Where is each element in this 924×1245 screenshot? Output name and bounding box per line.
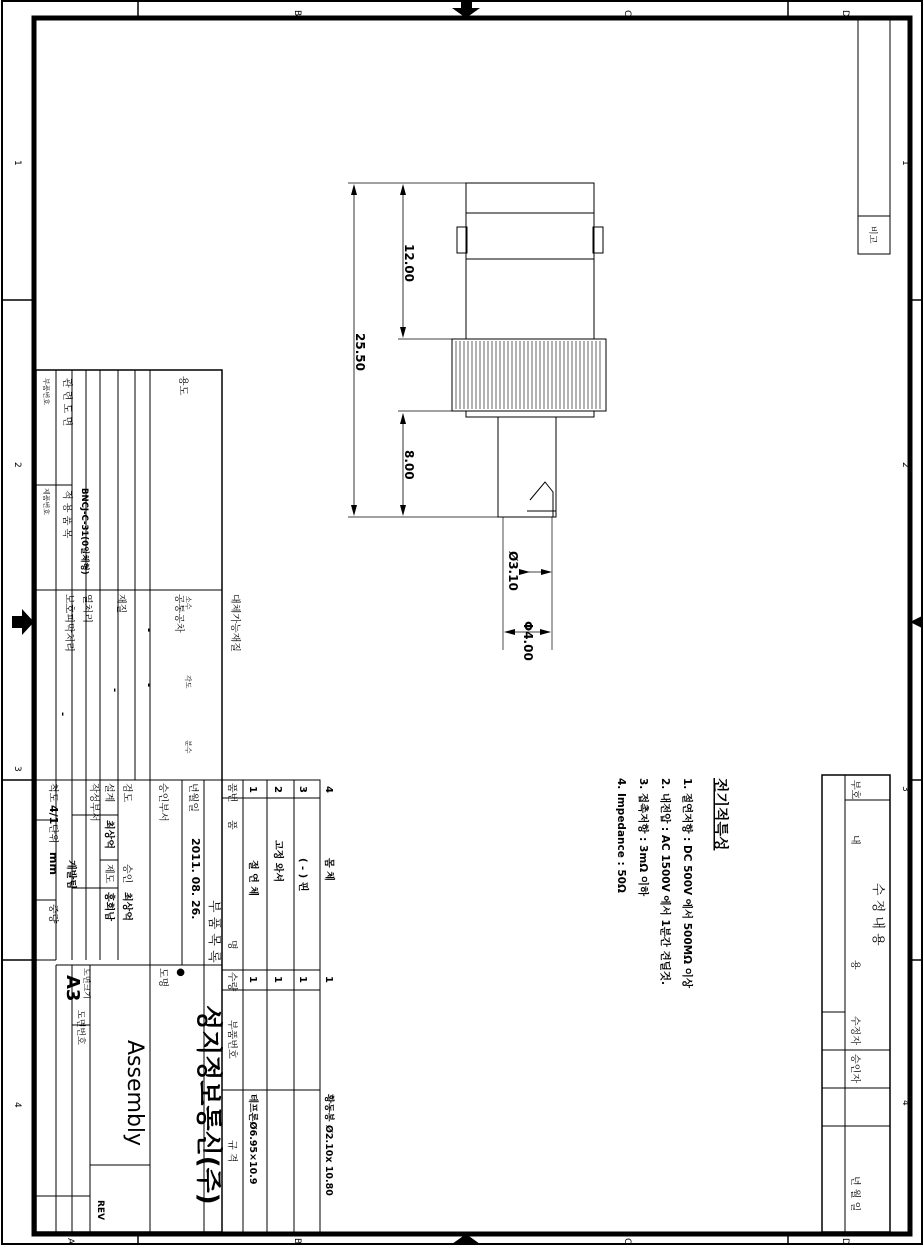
parts-h-name-2: 명 xyxy=(226,940,237,950)
knurl-pattern xyxy=(456,341,600,409)
note-2: 2. 내전압 : AC 1500V 에서 1분간 견딜것. xyxy=(659,778,671,985)
tb-weight-label: 중량 xyxy=(47,904,58,924)
tb-product-no-label: 제품번호 xyxy=(42,488,50,516)
parts-row-2-no: 2 xyxy=(272,786,283,793)
zone-top-d: D xyxy=(840,10,850,17)
tb-author-dept-label: 작성부서 xyxy=(88,783,99,822)
parts-h-spec: 규 격 xyxy=(226,1140,237,1163)
parts-row-1-qty: 1 xyxy=(247,976,258,983)
note-4: 4. Impedance : 50Ω xyxy=(615,778,627,893)
tb-surface: - xyxy=(57,712,68,717)
tb-design-label: 설계 xyxy=(103,783,114,803)
remarks-corner xyxy=(858,20,890,254)
revision-title: 수 정 내 용 xyxy=(870,883,885,946)
tb-material-label: 재질 xyxy=(115,594,126,614)
parts-row-4-qty: 1 xyxy=(323,976,334,983)
tb-company: 성지정보통신(주) xyxy=(193,1005,223,1205)
parts-row-4-spec: 황동봉 Ø2.10x 10.80 xyxy=(323,1094,334,1196)
tb-approve-dept-label: 승인부서 xyxy=(157,783,168,822)
tb-tol-angle: - xyxy=(143,683,154,688)
tb-designer: 최상억 xyxy=(103,820,114,849)
tb-applied-value: BNCJ-C-31(0일체형) xyxy=(79,488,89,575)
tb-tol-label: 공통공차 xyxy=(173,594,184,633)
zone-left-1: 1 xyxy=(12,160,22,166)
tb-part-no-label: 부품번호 xyxy=(42,378,50,406)
tb-surface-label: 보호피막처리 xyxy=(63,594,74,652)
parts-group-label: 부 품 목 록 xyxy=(206,900,221,963)
center-arrow-top xyxy=(452,1,480,18)
parts-row-3-no: 3 xyxy=(297,786,308,793)
body-bayonet-segment xyxy=(466,213,594,259)
tb-approver: 최상억 xyxy=(121,892,132,921)
remarks-label: 비고 xyxy=(867,226,877,244)
parts-row-4-no: 4 xyxy=(323,786,334,793)
parts-row-1-no: 1 xyxy=(247,786,258,793)
dim-pin-dia: Ø3.10 xyxy=(506,551,520,591)
tb-related-label: 관 련 도 면 xyxy=(61,378,72,427)
tb-tol-decimal: - xyxy=(143,628,154,633)
parts-h-name-1: 품 xyxy=(226,820,237,830)
parts-h-partno: 부품번호 xyxy=(226,1020,237,1059)
rev-h-reviser: 수정자 xyxy=(849,1016,860,1045)
rev-h-approver: 승인자 xyxy=(849,1054,860,1083)
tb-drawing-name-label: 도명 xyxy=(157,968,168,988)
tb-drawing-no-label: 도면번호 xyxy=(75,1010,85,1045)
parts-row-3-name: ( - ) 핀 xyxy=(297,858,308,892)
revision-table xyxy=(822,775,890,1232)
zone-left-4: 4 xyxy=(12,1102,22,1108)
zone-left-2: 2 xyxy=(12,462,22,468)
rev-h-content-2: 용 xyxy=(849,960,860,970)
parts-row-3-qty: 1 xyxy=(297,976,308,983)
zone-bottom-b: B xyxy=(292,1238,302,1245)
zone-top-c: C xyxy=(622,10,632,17)
parts-row-1-spec: 테프론Ø6.95×10.9 xyxy=(247,1094,258,1185)
parts-row-2-name: 고정 와셔 xyxy=(272,840,283,883)
knurled-nut xyxy=(452,339,606,411)
center-arrow-left xyxy=(12,609,34,635)
note-1: 1. 절연저항 : DC 500V 에서 500MΩ 이상 xyxy=(681,778,693,988)
parts-h-qty: 수량 xyxy=(226,972,237,992)
connector-assembly xyxy=(452,183,606,517)
tb-drafter: 홍회남 xyxy=(103,892,114,921)
tb-draw-label: 제도 xyxy=(103,864,114,884)
tb-applied-label: 적 용 품 목 xyxy=(61,490,72,539)
tb-tol-decimal-label: 소수 xyxy=(184,596,192,610)
zone-right-4: 4 xyxy=(900,1100,910,1106)
tb-unit-label: 단위 xyxy=(47,824,58,844)
tb-rev-label: REV xyxy=(95,1200,105,1221)
parts-row-4-name: 몸 체 xyxy=(323,858,334,881)
tb-author-dept: 개발팀 xyxy=(65,860,76,889)
tb-tol-angle-label: 각도 xyxy=(184,675,192,689)
zone-bottom-a: A xyxy=(65,1238,75,1245)
electrical-notes xyxy=(615,778,730,989)
dim-body-dia: Φ4.00 xyxy=(521,621,535,661)
rev-h-content-1: 내 xyxy=(849,835,860,845)
tb-company-logo-mark: ● xyxy=(175,968,186,977)
zone-right-2: 2 xyxy=(900,462,910,468)
rev-h-date: 년 월 일 xyxy=(849,1176,860,1212)
tb-size: A3 xyxy=(62,975,83,1002)
tb-heat-label: 열처리 xyxy=(81,594,92,623)
crimp-cut xyxy=(530,482,553,517)
tb-usage-label: 용도 xyxy=(177,376,188,396)
tb-drawing-name: Assembly xyxy=(122,1040,147,1147)
tail-sleeve xyxy=(498,417,556,517)
zone-bottom-d: D xyxy=(840,1238,850,1245)
tb-alt-material-label: 대체가능재질 xyxy=(229,594,240,652)
zone-bottom-c: C xyxy=(622,1238,632,1245)
dim-lower: 8.00 xyxy=(402,450,416,480)
rev-h-mark: 부호 xyxy=(849,780,860,800)
tb-size-label: 도면크기 xyxy=(82,968,91,999)
inner-border xyxy=(34,18,910,1234)
tb-approve-label: 승인 xyxy=(121,864,132,884)
notes-title: 전기적특성 xyxy=(712,778,730,851)
tb-scale-label: 척도 xyxy=(47,783,58,803)
tb-tol-minute-label: 분수 xyxy=(184,740,192,754)
body-top-segment xyxy=(466,183,594,213)
tb-issue-date: 2011. 08. 26. xyxy=(189,838,202,920)
zone-right-3: 3 xyxy=(900,786,910,792)
tb-unit: mm xyxy=(47,852,60,875)
tb-review-label: 검도 xyxy=(121,783,132,803)
parts-h-no: 품번 xyxy=(226,783,237,803)
dim-overall: 25.50 xyxy=(353,333,367,371)
parts-row-2-qty: 1 xyxy=(272,976,283,983)
tb-scale: 4/1 xyxy=(47,805,60,825)
tb-issue-date-label: 년월일 xyxy=(187,783,198,812)
zone-right-1: 1 xyxy=(900,160,910,166)
tb-material: - xyxy=(109,688,120,693)
note-3: 3. 접촉저항 : 3mΩ 이하 xyxy=(637,778,649,897)
zone-top-b: B xyxy=(292,10,302,17)
zone-left-3: 3 xyxy=(12,766,22,772)
dim-upper: 12.00 xyxy=(402,244,416,282)
parts-row-1-name: 절 연 체 xyxy=(247,860,258,896)
nut-bottom-ring xyxy=(466,411,594,417)
body-lower-segment xyxy=(466,259,594,339)
